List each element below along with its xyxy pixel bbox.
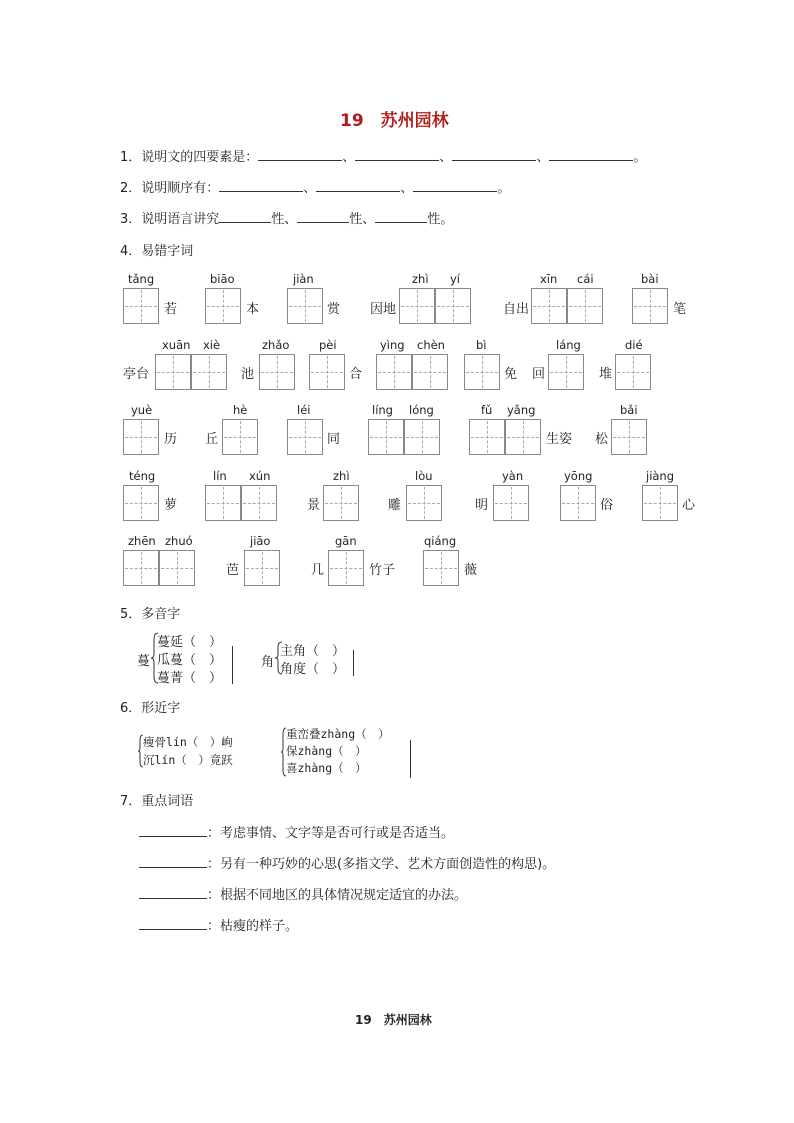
pinyin: xuān	[162, 338, 191, 352]
pinyin: zhēn	[128, 534, 156, 548]
char-box[interactable]	[399, 288, 435, 324]
char-box[interactable]	[123, 288, 159, 324]
char-box[interactable]	[287, 288, 323, 324]
word-char: 笔	[673, 302, 687, 317]
word-char: 松	[595, 432, 609, 447]
word-char: 丘	[205, 432, 219, 447]
char-box[interactable]	[464, 354, 500, 390]
answer-blank[interactable]	[219, 210, 271, 223]
word-char: 俗	[600, 498, 614, 513]
word-char: 自出	[503, 302, 530, 317]
polyphone-item: 主角（ ）	[280, 644, 346, 659]
separator: 、	[439, 150, 453, 165]
pinyin: pèi	[319, 338, 337, 352]
pinyin: hè	[233, 403, 248, 417]
pinyin: chèn	[417, 338, 445, 352]
polyphone-item: 蔓菁（ ）	[157, 671, 223, 686]
key-word-item	[139, 915, 298, 934]
char-box[interactable]	[328, 550, 364, 586]
char-box[interactable]	[406, 485, 442, 521]
answer-blank[interactable]	[258, 148, 342, 161]
char-box[interactable]	[323, 485, 359, 521]
similar-char-item: 瘦骨lín（ ）峋	[143, 735, 233, 749]
word-char: 同	[327, 432, 341, 447]
pinyin: bài	[641, 272, 659, 286]
word-char: 若	[164, 302, 178, 317]
char-box[interactable]	[159, 550, 195, 586]
char-box[interactable]	[123, 419, 159, 455]
char-box[interactable]	[205, 288, 241, 324]
page-title: 19 苏州园林	[340, 111, 449, 131]
char-box[interactable]	[241, 485, 277, 521]
question-2	[120, 177, 510, 196]
word-char: 生姿	[546, 432, 573, 447]
pinyin: jiāo	[250, 534, 271, 548]
char-box[interactable]	[435, 288, 471, 324]
word-char: 芭	[226, 563, 240, 578]
polyphone-item: 蔓延（ ）	[157, 635, 223, 650]
word-char: 竹子	[369, 563, 396, 578]
question-4-label: 4．易错字词	[120, 244, 194, 259]
word-char: 赏	[327, 302, 341, 317]
char-box[interactable]	[123, 550, 159, 586]
pinyin: láng	[556, 338, 581, 352]
pinyin: lòu	[415, 469, 433, 483]
char-box[interactable]	[244, 550, 280, 586]
q3-label: 3．说明语言讲究	[120, 212, 220, 227]
word-char: 几	[311, 563, 325, 578]
key-word-item	[139, 822, 454, 841]
word-char: 薇	[464, 563, 478, 578]
pinyin: yàn	[502, 469, 524, 483]
word-char: 明	[475, 498, 489, 513]
similar-char-item: 喜zhàng（ ）	[286, 761, 367, 775]
polyphone-item: 角度（ ）	[280, 662, 346, 677]
key-word-definition: ：枯瘦的样子。	[207, 919, 299, 934]
separator: 、	[303, 181, 317, 196]
separator: 、	[536, 150, 550, 165]
pinyin: jiàn	[293, 272, 314, 286]
key-word-definition: ：考虑事情、文字等是否可行或是否适当。	[207, 826, 455, 841]
answer-blank[interactable]	[316, 179, 400, 192]
question-1	[120, 146, 646, 165]
pinyin: zhuó	[165, 534, 193, 548]
pinyin: bǎi	[620, 403, 638, 417]
brace-right-line	[349, 650, 354, 676]
key-word-item	[139, 884, 467, 903]
char-box[interactable]	[222, 419, 258, 455]
separator: 、	[400, 181, 414, 196]
similar-char-item: 沉lín（ ）竟跃	[143, 753, 233, 767]
answer-blank[interactable]	[375, 210, 427, 223]
word-char: 回	[532, 367, 546, 382]
pinyin: zhì	[412, 272, 429, 286]
pinyin: qiáng	[424, 534, 457, 548]
pinyin: téng	[129, 469, 156, 483]
page-footer: 19 苏州园林	[355, 1013, 432, 1027]
polyphone-head: 蔓	[137, 654, 151, 669]
char-box[interactable]	[155, 354, 191, 390]
answer-blank[interactable]	[355, 148, 439, 161]
question-6-label: 6．形近字	[120, 701, 181, 716]
pinyin: biāo	[210, 272, 235, 286]
key-word-definition: ：根据不同地区的具体情况规定适宜的办法。	[207, 888, 468, 903]
char-box[interactable]	[412, 354, 448, 390]
pinyin: yìng	[380, 338, 405, 352]
pinyin: yōng	[564, 469, 593, 483]
pinyin: líng	[372, 403, 393, 417]
word-char: 景	[307, 498, 321, 513]
pinyin: zhǎo	[262, 338, 290, 352]
key-word-definition: ：另有一种巧妙的心思(多指文学、艺术方面创造性的构思)。	[207, 857, 556, 872]
char-box[interactable]	[123, 485, 159, 521]
char-box[interactable]	[287, 419, 323, 455]
brace-right-line	[228, 646, 233, 684]
pinyin: gān	[335, 534, 357, 548]
pinyin: dié	[625, 338, 643, 352]
char-box[interactable]	[548, 354, 584, 390]
similar-char-item: 保zhàng（ ）	[286, 744, 367, 758]
char-box[interactable]	[309, 354, 345, 390]
pinyin: xún	[249, 469, 271, 483]
pinyin: lóng	[409, 403, 434, 417]
pinyin: xiè	[203, 338, 221, 352]
pinyin: fǔ	[481, 403, 493, 417]
pinyin: lín	[213, 469, 227, 483]
char-box[interactable]	[560, 485, 596, 521]
key-word-item	[139, 853, 555, 872]
char-box[interactable]	[205, 485, 241, 521]
word-char: 亭台	[123, 367, 150, 382]
suffix: 性、	[271, 212, 298, 227]
word-char: 免	[504, 367, 518, 382]
char-box[interactable]	[567, 288, 603, 324]
pinyin: yuè	[131, 403, 153, 417]
answer-blank[interactable]	[549, 148, 633, 161]
char-box[interactable]	[191, 354, 227, 390]
question-7-label: 7．重点词语	[120, 794, 194, 809]
word-char: 堆	[599, 367, 613, 382]
char-box[interactable]	[505, 419, 541, 455]
pinyin: xīn	[540, 272, 558, 286]
answer-blank[interactable]	[139, 886, 207, 899]
pinyin: bì	[476, 338, 487, 352]
word-char: 萝	[164, 498, 178, 513]
word-char: 合	[349, 367, 363, 382]
answer-blank[interactable]	[452, 148, 536, 161]
pinyin: tǎng	[128, 272, 155, 286]
char-box[interactable]	[493, 485, 529, 521]
period: 。	[497, 181, 511, 196]
answer-blank[interactable]	[413, 179, 497, 192]
pinyin: yí	[450, 272, 461, 286]
answer-blank[interactable]	[297, 210, 349, 223]
pinyin: cái	[577, 272, 594, 286]
word-char: 本	[246, 302, 260, 317]
char-box[interactable]	[368, 419, 404, 455]
polyphone-item: 瓜蔓（ ）	[157, 653, 223, 668]
char-box[interactable]	[531, 288, 567, 324]
suffix: 性。	[427, 212, 454, 227]
pinyin: zhì	[333, 469, 350, 483]
char-box[interactable]	[642, 485, 678, 521]
polyphone-head: 角	[261, 655, 275, 670]
word-char: 池	[241, 367, 255, 382]
char-box[interactable]	[376, 354, 412, 390]
word-char: 雕	[388, 498, 402, 513]
similar-char-item: 重峦叠zhàng（ ）	[286, 727, 390, 741]
char-box[interactable]	[615, 354, 651, 390]
q1-label: 1．说明文的四要素是：	[120, 150, 259, 165]
answer-blank[interactable]	[139, 917, 207, 930]
q2-label: 2．说明顺序有：	[120, 181, 220, 196]
answer-blank[interactable]	[219, 179, 303, 192]
suffix: 性、	[349, 212, 376, 227]
answer-blank[interactable]	[139, 855, 207, 868]
period: 。	[633, 150, 647, 165]
char-box[interactable]	[469, 419, 505, 455]
answer-blank[interactable]	[139, 824, 207, 837]
word-char: 因地	[370, 302, 397, 317]
char-box[interactable]	[611, 419, 647, 455]
separator: 、	[342, 150, 356, 165]
question-5-label: 5．多音字	[120, 607, 181, 622]
char-box[interactable]	[404, 419, 440, 455]
question-3	[120, 208, 453, 227]
pinyin: yǎng	[507, 403, 536, 417]
pinyin: léi	[297, 403, 311, 417]
pinyin: jiàng	[646, 469, 675, 483]
word-char: 心	[682, 498, 696, 513]
char-box[interactable]	[632, 288, 668, 324]
word-char: 历	[164, 432, 178, 447]
brace-right-line	[406, 740, 411, 778]
char-box[interactable]	[259, 354, 295, 390]
char-box[interactable]	[423, 550, 459, 586]
